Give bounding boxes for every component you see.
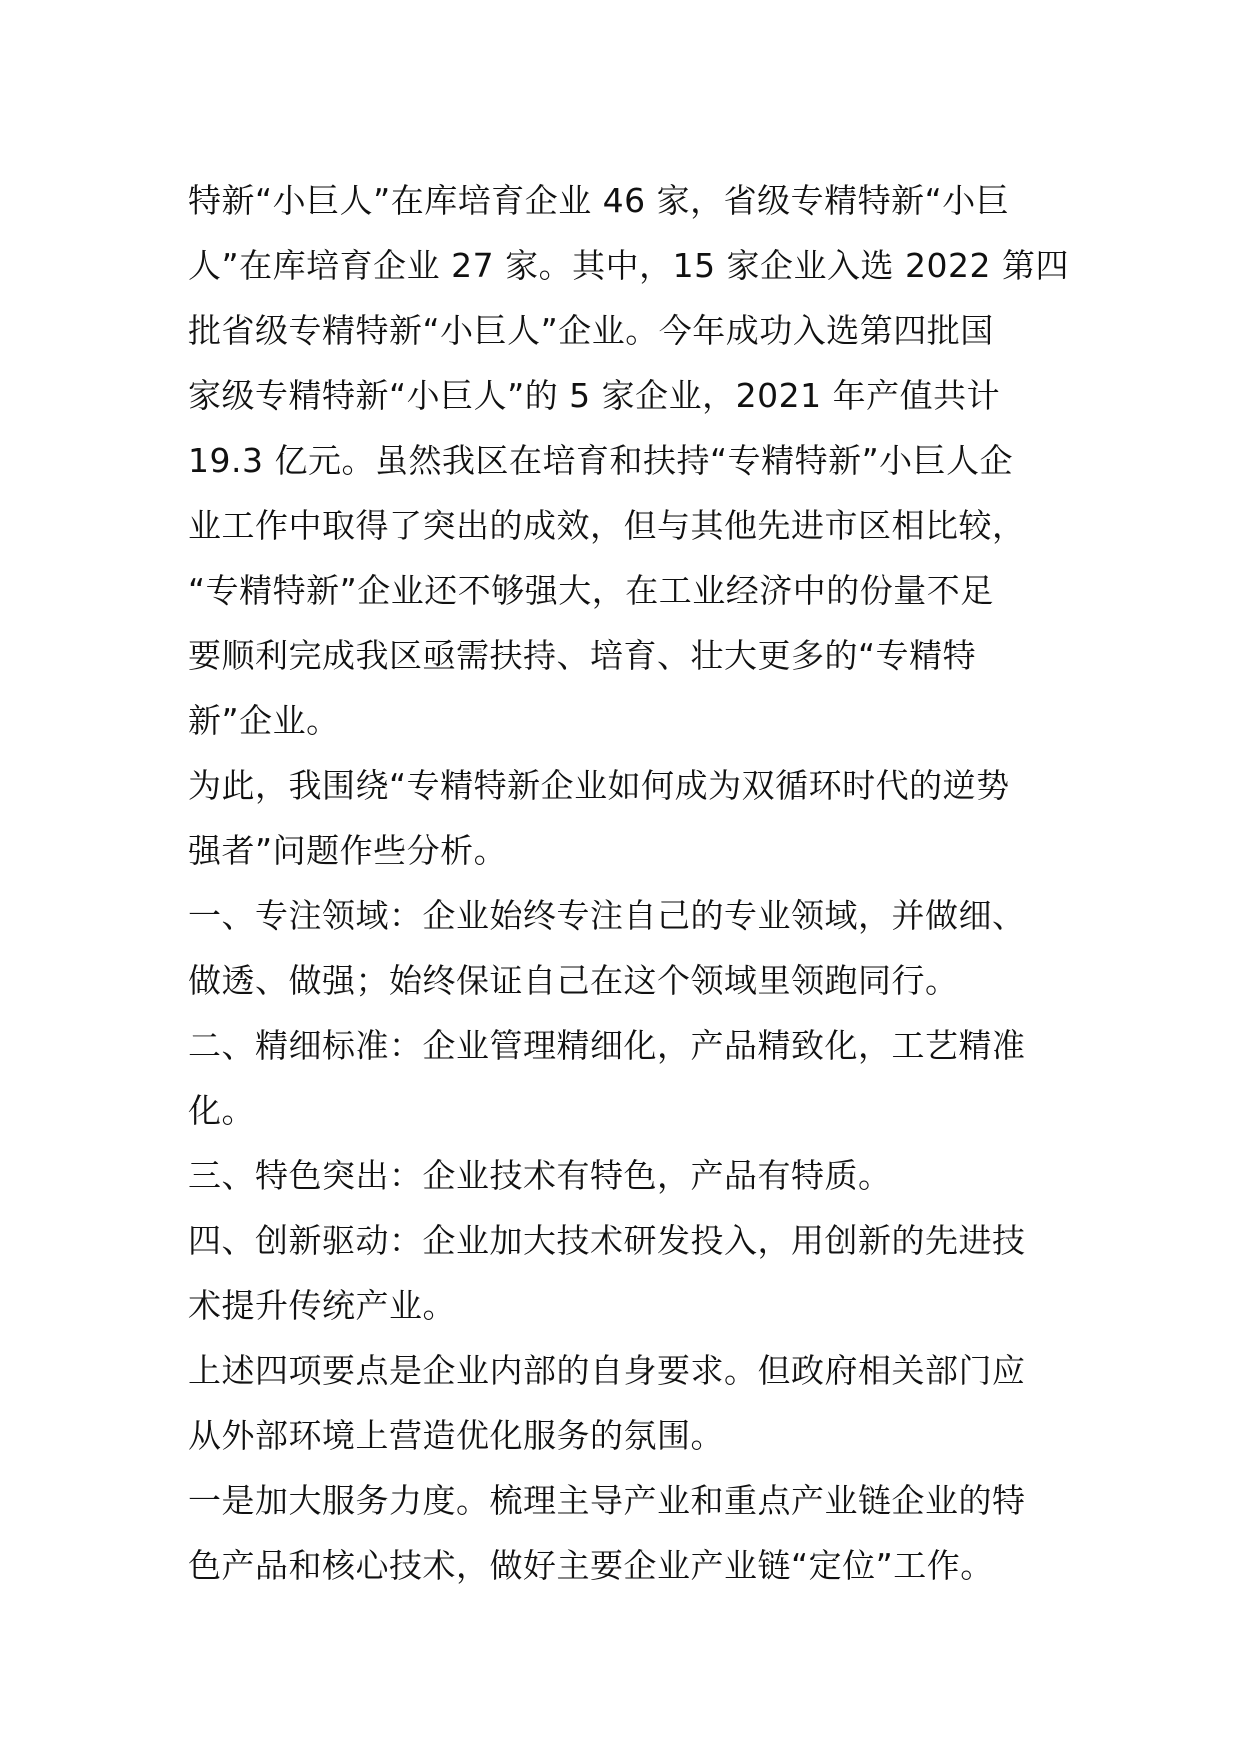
text-line: 一、专注领域：企业始终专注自己的专业领域，并做细、 xyxy=(188,896,1026,935)
text-line: 色产品和核心技术，做好主要企业产业链“定位”工作。 xyxy=(188,1546,994,1585)
text-line: 19.3 亿元。虽然我区在培育和扶持“专精特新”小巨人企 xyxy=(188,441,1014,480)
text-line: 一是加大服务力度。梳理主导产业和重点产业链企业的特 xyxy=(188,1481,1026,1520)
text-line: 从外部环境上营造优化服务的氛围。 xyxy=(188,1416,724,1455)
text-line: 四、创新驱动：企业加大技术研发投入，用创新的先进技 xyxy=(188,1221,1026,1260)
text-line: 批省级专精特新“小巨人”企业。今年成功入选第四批国 xyxy=(188,311,994,350)
text-line: 化。 xyxy=(188,1091,255,1130)
body-text xyxy=(188,168,1068,1598)
text-line: 术提升传统产业。 xyxy=(188,1286,456,1325)
text-line: 人”在库培育企业 27 家。其中，15 家企业入选 2022 第四 xyxy=(188,246,1070,285)
text-line: 新”企业。 xyxy=(188,701,340,740)
text-line: 做透、做强；始终保证自己在这个领域里领跑同行。 xyxy=(188,961,959,1000)
text-line: 家级专精特新“小巨人”的 5 家企业，2021 年产值共计 xyxy=(188,376,1001,415)
text-line: 强者”问题作些分析。 xyxy=(188,831,508,870)
text-line: 业工作中取得了突出的成效，但与其他先进市区相比较， xyxy=(188,506,1026,545)
text-line: 为此，我围绕“专精特新企业如何成为双循环时代的逆势 xyxy=(188,766,1010,805)
text-line: 要顺利完成我区亟需扶持、培育、壮大更多的“专精特 xyxy=(188,636,977,675)
text-line: 二、精细标准：企业管理精细化，产品精致化，工艺精准 xyxy=(188,1026,1026,1065)
text-line: 上述四项要点是企业内部的自身要求。但政府相关部门应 xyxy=(188,1351,1026,1390)
text-line: 特新“小巨人”在库培育企业 46 家，省级专精特新“小巨 xyxy=(188,181,1010,220)
text-line: 三、特色突出：企业技术有特色，产品有特质。 xyxy=(188,1156,892,1195)
text-line: “专精特新”企业还不够强大，在工业经济中的份量不足 xyxy=(188,571,994,610)
